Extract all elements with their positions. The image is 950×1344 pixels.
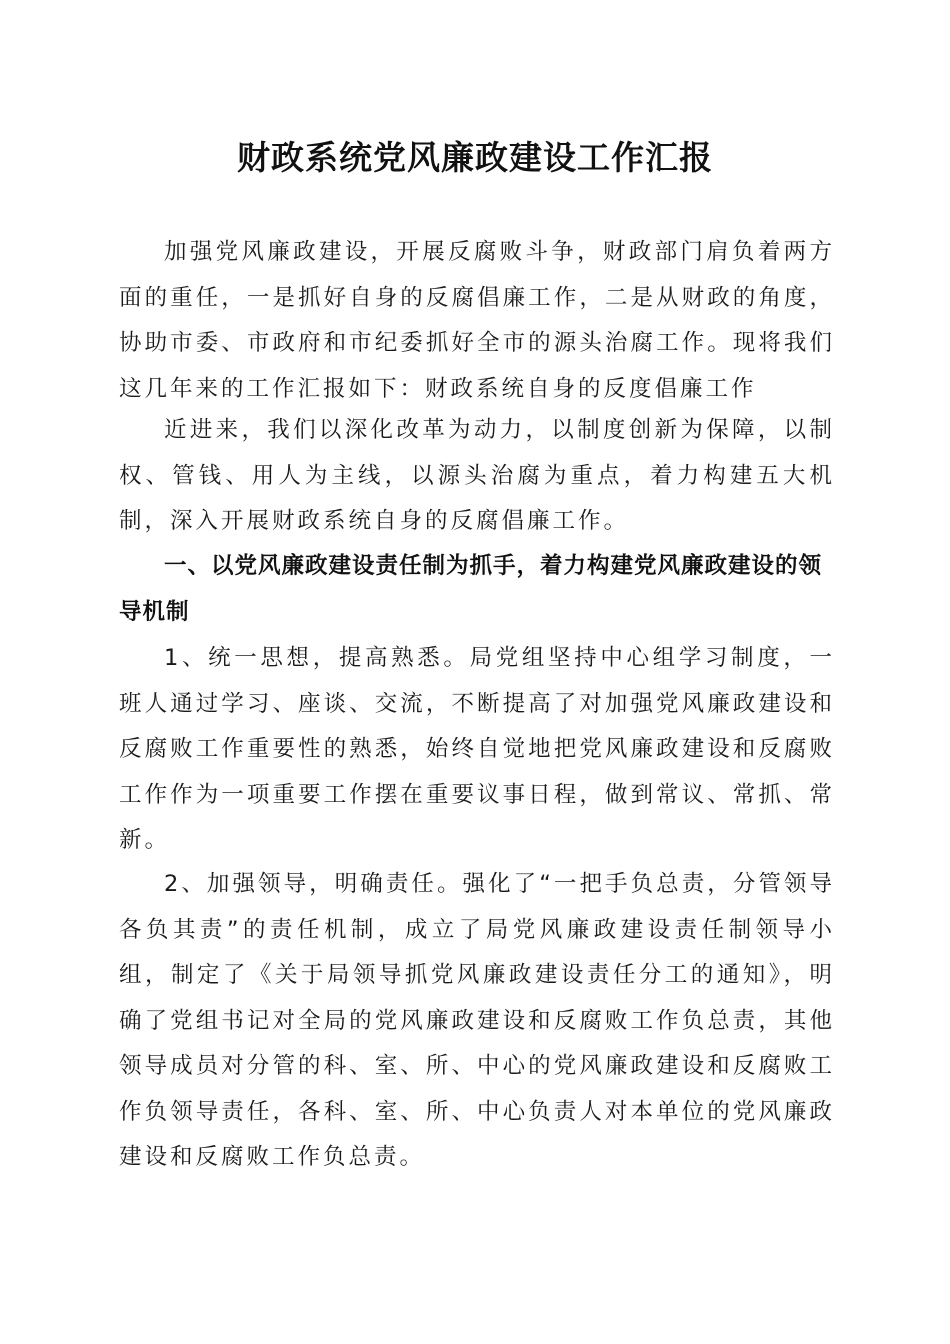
document-title: 财政系统党风廉政建设工作汇报 [237,138,713,177]
item-paragraph-2: 2、加强领导，明确责任。强化了“一把手负总责，分管领导各负其责”的责任机制，成立了局党风廉政建设责任制领导小组，制定了《关于局领导抓党风廉政建设责任分工的通知》，明确了党组书记对全局的党风廉政建设和反腐败工作负总责，其他领导成员对分管的科、室、所、中心的党风廉政建设和反腐败工作负领导责任，各科、室、所、中心负责人对本单位的党风廉政建设和反腐败工作负总责。 [119,871,835,1170]
overview-paragraph: 近进来，我们以深化改革为动力，以制度创新为保障，以制权、管钱、用人为主线，以源头治腐为重点，着力构建五大机制，深入开展财政系统自身的反腐倡廉工作。 [119,417,835,534]
section-heading-1: 一、以党风廉政建设责任制为抓手，着力构建党风廉政建设的领导机制 [119,553,823,625]
intro-paragraph: 加强党风廉政建设，开展反腐败斗争，财政部门肩负着两方面的重任，一是抓好自身的反腐倡廉工作，二是从财政的角度，协助市委、市政府和市纪委抓好全市的源头治腐工作。现将我们这几年来的工作汇报如下：财政系统自身的反度倡廉工作 [119,239,835,402]
item-paragraph-1: 1、统一思想，提高熟悉。局党组坚持中心组学习制度，一班人通过学习、座谈、交流，不断提高了对加强党风廉政建设和反腐败工作重要性的熟悉，始终自觉地把党风廉政建设和反腐败工作作为一项重要工作摆在重要议事日程，做到常议、常抓、常新。 [119,645,835,853]
